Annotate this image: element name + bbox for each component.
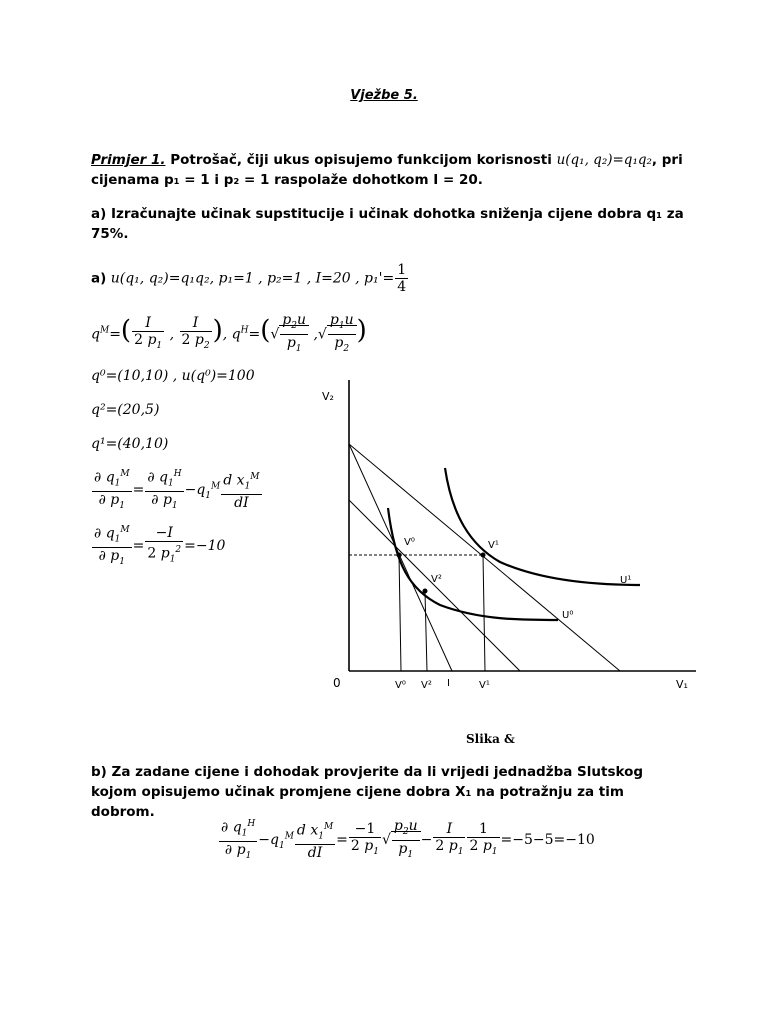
point-c-label: V² [431, 574, 442, 585]
y-axis-label: V₂ [322, 390, 334, 403]
point-a [397, 553, 402, 558]
point-a-label: V⁰ [404, 537, 415, 548]
x-axis-label: V₁ [676, 678, 688, 691]
point-c [423, 589, 428, 594]
tick-label-4: V¹ [479, 680, 490, 691]
task-a-label: a) [91, 206, 107, 222]
tick-label-1: V⁰ [395, 680, 406, 691]
curve-low-label: U⁰ [562, 610, 574, 621]
slutsky-derivative: $\frac{\partial q_1^M}{\partial p_1}$ = $\frac{\partial q_1^H}{\partial p_1}$ $-q_1^M$ $\frac{d x_1^M}{dI}$ [91, 466, 263, 514]
q2-equation: q²=(20,5) [91, 402, 160, 418]
q1-equation: q¹=(40,10) [91, 436, 169, 452]
page-title: Vježbe 5. [350, 88, 418, 103]
task-b-label: b) [91, 764, 107, 780]
dropline-c [425, 592, 427, 671]
budget-line-parallel [349, 500, 520, 671]
indifference-curve-high [445, 468, 640, 585]
indifference-chart [300, 380, 720, 720]
point-b-label: V¹ [488, 540, 499, 551]
utility-function: u(q₁, q₂)=q₁q₂ [556, 152, 652, 168]
task-b-text: Za zadane cijene i dohodak provjerite da li vrijedi jednadžba Slutskog kojom opisujemo učinak promjene cijene dobra X₁ na potražnju za tim dobrom. [91, 764, 644, 820]
marshallian-derivative: $\frac{\partial q_1^M}{\partial p_1}$ = $\frac{-I}{2 p_1^2}$ =−10 [91, 522, 225, 570]
task-a-paragraph [91, 204, 691, 244]
figure-caption: Slika & [466, 732, 515, 746]
tick-label-3: I [447, 678, 450, 689]
dropline-a [399, 555, 401, 671]
p1-prime-fraction: $\frac{1}{4}$ [397, 262, 407, 295]
tick-label-2: V² [421, 680, 432, 691]
answer-a-line [91, 262, 409, 295]
answer-a-label: a) [91, 270, 107, 287]
point-b [481, 553, 486, 558]
origin-label: 0 [333, 676, 341, 690]
task-b-paragraph [91, 762, 691, 822]
example-text-2: , pri [651, 152, 683, 168]
slutsky-check-equation: $\frac{\partial q_1^H}{\partial p_1}$ $-q_1^M$ $\frac{d x_1^M}{dI}$ = $\frac{-1}{2 p_1}$ √ $\frac{p_2u}{p_1}$ − $\frac{I}{2 p_1}$ $\frac{1}{2 p_1}$ =−5−5=−10 [221, 817, 595, 862]
q0-equation: q⁰=(10,10) , u(q⁰)=100 [91, 368, 255, 384]
curve-high-label: U¹ [620, 575, 632, 586]
example-paragraph [91, 150, 691, 190]
example-line-2: cijenama p₁ = 1 i p₂ = 1 raspolaže dohotkom I = 20. [91, 172, 483, 188]
example-text-1: Potrošač, čiji ukus opisujemo funkcijom korisnosti [165, 152, 557, 168]
demand-equations: $q^M=$( $\frac{I}{2 p_1}$ , $\frac{I}{2 p_2}$ ), $q^H=(√$ $\frac{p_2u}{p_1}$ ,√ $\frac{p_1u}{p_2}$ ) [91, 312, 367, 354]
example-label: Primjer 1. [91, 152, 166, 168]
task-a-text: Izračunajte učinak supstitucije i učinak dohotka sniženja cijene dobra q₁ za 75%. [91, 206, 684, 242]
params-equation: u(q₁, q₂)=q₁q₂, p₁=1 , p₂=1 , I=20 , p₁'= [110, 270, 395, 287]
dropline-b [483, 555, 485, 671]
